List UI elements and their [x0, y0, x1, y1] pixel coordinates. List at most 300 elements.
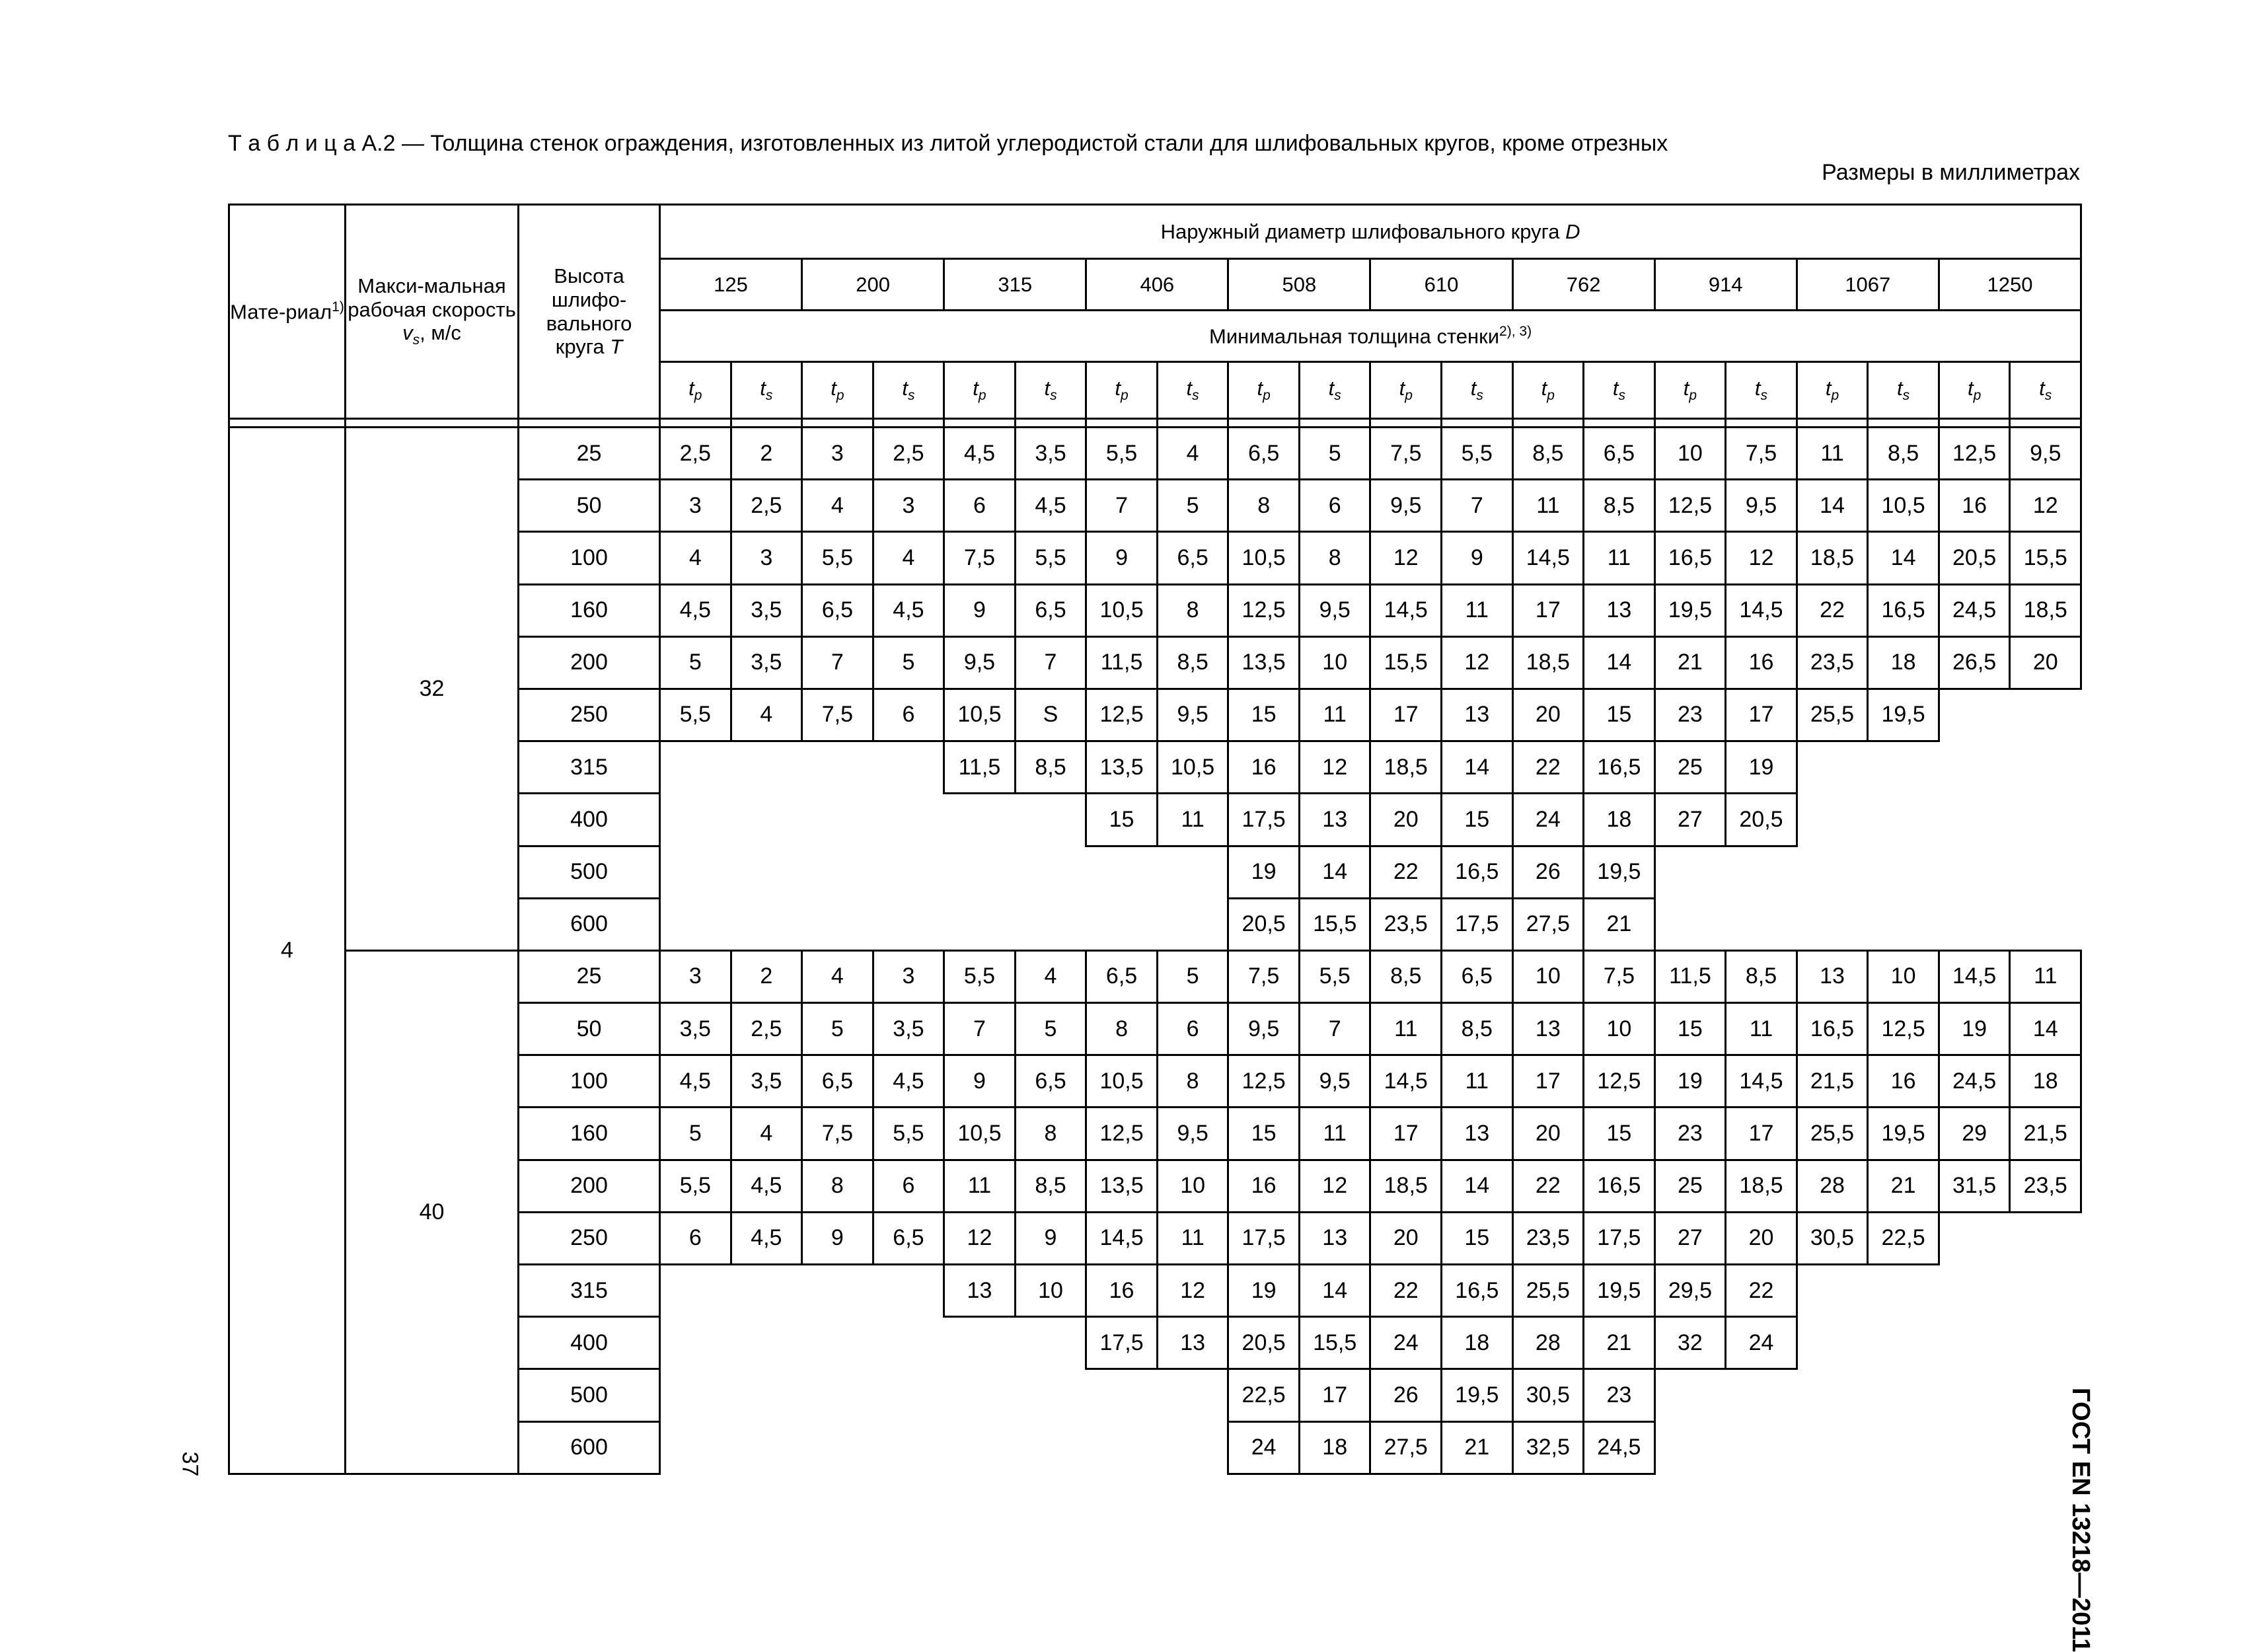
- value-cell: 12,5: [1868, 1003, 1939, 1055]
- value-cell: 8: [1157, 1055, 1228, 1108]
- value-cell: 12,5: [1228, 1055, 1300, 1108]
- value-cell: 17: [1299, 1369, 1370, 1421]
- empty-cell: [1797, 1317, 2081, 1369]
- value-cell: 4: [1015, 950, 1086, 1002]
- diameter-header: 406: [1086, 259, 1228, 311]
- empty-cell: [1654, 1369, 2081, 1421]
- tp-header: $t_p$: [1228, 362, 1300, 419]
- value-cell: 28: [1512, 1317, 1584, 1369]
- value-cell: 3: [802, 428, 873, 480]
- value-cell: 3,5: [731, 1055, 802, 1108]
- value-cell: 22: [1797, 584, 1868, 636]
- value-cell: 8,5: [1442, 1003, 1513, 1055]
- value-cell: 6,5: [1157, 532, 1228, 584]
- empty-cell: [1654, 898, 2081, 950]
- header-material: Мате-риал$^{1)}$: [229, 205, 346, 419]
- value-cell: 27,5: [1370, 1421, 1442, 1474]
- value-cell: 19: [1228, 846, 1300, 898]
- value-cell: 15: [1584, 689, 1655, 741]
- value-cell: 8: [1157, 584, 1228, 636]
- height-cell: 200: [519, 1160, 660, 1212]
- value-cell: 9,5: [1157, 689, 1228, 741]
- diameter-header: 125: [660, 259, 802, 311]
- gap-cell: [1654, 419, 1726, 428]
- value-cell: 18,5: [1370, 1160, 1442, 1212]
- value-cell: 8: [802, 1160, 873, 1212]
- value-cell: 6,5: [1228, 428, 1300, 480]
- value-cell: 8: [1086, 1003, 1158, 1055]
- value-cell: 14,5: [1726, 1055, 1797, 1108]
- value-cell: 20: [1512, 1108, 1584, 1160]
- value-cell: 4: [731, 689, 802, 741]
- diameter-header: 1250: [1939, 259, 2081, 311]
- header-speed: Макси-мальная рабочая скорость $v_s$, м/с: [346, 205, 519, 419]
- value-cell: 9,5: [1228, 1003, 1300, 1055]
- value-cell: 14: [1299, 1265, 1370, 1317]
- value-cell: 10: [1299, 636, 1370, 689]
- value-cell: 16: [1726, 636, 1797, 689]
- value-cell: 9: [1086, 532, 1158, 584]
- value-cell: 13: [1442, 1108, 1513, 1160]
- empty-cell: [660, 1265, 944, 1317]
- value-cell: 22: [1512, 1160, 1584, 1212]
- value-cell: 16,5: [1584, 1160, 1655, 1212]
- empty-cell: [1939, 1212, 2081, 1264]
- value-cell: 11: [944, 1160, 1016, 1212]
- value-cell: 18: [1299, 1421, 1370, 1474]
- ts-header: $t_s$: [731, 362, 802, 419]
- value-cell: 12,5: [1939, 428, 2010, 480]
- value-cell: 3,5: [873, 1003, 944, 1055]
- value-cell: 11: [1726, 1003, 1797, 1055]
- value-cell: 25,5: [1797, 1108, 1868, 1160]
- value-cell: 15: [1086, 794, 1158, 846]
- value-cell: 24: [1228, 1421, 1300, 1474]
- value-cell: 11: [1584, 532, 1655, 584]
- value-cell: 28: [1797, 1160, 1868, 1212]
- speed-cell: 32: [346, 428, 519, 951]
- value-cell: 14: [1584, 636, 1655, 689]
- value-cell: 5: [660, 636, 731, 689]
- value-cell: 16,5: [1654, 532, 1726, 584]
- value-cell: 17,5: [1584, 1212, 1655, 1264]
- value-cell: 19,5: [1868, 1108, 1939, 1160]
- ts-header: $t_s$: [1584, 362, 1655, 419]
- value-cell: 8: [1299, 532, 1370, 584]
- value-cell: 21: [1868, 1160, 1939, 1212]
- header-min-thickness: Минимальная толщина стенки$^{2), 3)}$: [660, 311, 2081, 362]
- value-cell: 11: [1442, 1055, 1513, 1108]
- value-cell: 17,5: [1228, 1212, 1300, 1264]
- value-cell: 23: [1584, 1369, 1655, 1421]
- value-cell: 22: [1370, 1265, 1442, 1317]
- height-cell: 160: [519, 584, 660, 636]
- empty-cell: [660, 1421, 1228, 1474]
- value-cell: 5,5: [873, 1108, 944, 1160]
- value-cell: 11: [1512, 480, 1584, 532]
- value-cell: 16: [1228, 741, 1300, 794]
- gap-cell: [1228, 419, 1300, 428]
- value-cell: 7,5: [1584, 950, 1655, 1002]
- value-cell: 4,5: [873, 584, 944, 636]
- diameter-header: 914: [1654, 259, 1797, 311]
- gap-cell: [519, 419, 660, 428]
- page-number: 37: [177, 1451, 203, 1477]
- value-cell: 8,5: [1868, 428, 1939, 480]
- value-cell: 8,5: [1157, 636, 1228, 689]
- value-cell: 17,5: [1086, 1317, 1158, 1369]
- height-cell: 600: [519, 898, 660, 950]
- ts-header: $t_s$: [1868, 362, 1939, 419]
- tp-header: $t_p$: [1654, 362, 1726, 419]
- value-cell: 3,5: [731, 584, 802, 636]
- value-cell: 19,5: [1584, 846, 1655, 898]
- value-cell: 5,5: [660, 1160, 731, 1212]
- ts-header: $t_s$: [1726, 362, 1797, 419]
- diameter-header: 1067: [1797, 259, 1939, 311]
- value-cell: 14,5: [1370, 1055, 1442, 1108]
- gap-cell: [873, 419, 944, 428]
- value-cell: 5: [873, 636, 944, 689]
- value-cell: 2,5: [731, 1003, 802, 1055]
- value-cell: 12: [1157, 1265, 1228, 1317]
- value-cell: 11,5: [944, 741, 1016, 794]
- diameter-header: 200: [802, 259, 944, 311]
- value-cell: 17: [1370, 1108, 1442, 1160]
- value-cell: 4: [873, 532, 944, 584]
- value-cell: 21,5: [1797, 1055, 1868, 1108]
- height-cell: 25: [519, 428, 660, 480]
- value-cell: 21: [1654, 636, 1726, 689]
- value-cell: 12,5: [1584, 1055, 1655, 1108]
- value-cell: 9: [802, 1212, 873, 1264]
- value-cell: 11: [2010, 950, 2081, 1002]
- value-cell: 25,5: [1512, 1265, 1584, 1317]
- value-cell: 4,5: [660, 1055, 731, 1108]
- value-cell: 16: [1086, 1265, 1158, 1317]
- value-cell: 32,5: [1512, 1421, 1584, 1474]
- value-cell: 16,5: [1442, 846, 1513, 898]
- ts-header: $t_s$: [2010, 362, 2081, 419]
- value-cell: 22: [1512, 741, 1584, 794]
- value-cell: 15: [1442, 794, 1513, 846]
- value-cell: 8,5: [1370, 950, 1442, 1002]
- height-cell: 600: [519, 1421, 660, 1474]
- ts-header: $t_s$: [1299, 362, 1370, 419]
- value-cell: 5,5: [1086, 428, 1158, 480]
- value-cell: 30,5: [1512, 1369, 1584, 1421]
- value-cell: 8,5: [1726, 950, 1797, 1002]
- diameter-header: 508: [1228, 259, 1370, 311]
- value-cell: 6,5: [1015, 584, 1086, 636]
- value-cell: 19: [1654, 1055, 1726, 1108]
- value-cell: 5: [1015, 1003, 1086, 1055]
- value-cell: 14: [1442, 741, 1513, 794]
- tp-header: $t_p$: [1939, 362, 2010, 419]
- value-cell: 10,5: [944, 1108, 1016, 1160]
- value-cell: 19: [1939, 1003, 2010, 1055]
- value-cell: 4: [802, 950, 873, 1002]
- value-cell: 9,5: [1726, 480, 1797, 532]
- value-cell: 2: [731, 950, 802, 1002]
- value-cell: 12: [944, 1212, 1016, 1264]
- gap-cell: [1442, 419, 1513, 428]
- value-cell: 5: [1299, 428, 1370, 480]
- tp-header: $t_p$: [660, 362, 731, 419]
- value-cell: 10: [1512, 950, 1584, 1002]
- value-cell: 21: [1584, 898, 1655, 950]
- diameter-header: 610: [1370, 259, 1512, 311]
- value-cell: 2: [731, 428, 802, 480]
- value-cell: 4,5: [731, 1212, 802, 1264]
- height-cell: 25: [519, 950, 660, 1002]
- table-row: [229, 428, 2081, 480]
- value-cell: 29,5: [1654, 1265, 1726, 1317]
- value-cell: 15: [1228, 1108, 1300, 1160]
- value-cell: 15: [1442, 1212, 1513, 1264]
- value-cell: 9,5: [1370, 480, 1442, 532]
- tp-header: $t_p$: [1512, 362, 1584, 419]
- value-cell: 3,5: [731, 636, 802, 689]
- value-cell: 14,5: [1939, 950, 2010, 1002]
- value-cell: 13: [1512, 1003, 1584, 1055]
- value-cell: 18: [1442, 1317, 1513, 1369]
- value-cell: 3,5: [660, 1003, 731, 1055]
- value-cell: 14: [2010, 1003, 2081, 1055]
- value-cell: 8: [1228, 480, 1300, 532]
- value-cell: 23: [1654, 1108, 1726, 1160]
- height-cell: 315: [519, 1265, 660, 1317]
- empty-cell: [660, 741, 944, 794]
- value-cell: 27,5: [1512, 898, 1584, 950]
- ts-header: $t_s$: [1015, 362, 1086, 419]
- value-cell: 7,5: [1726, 428, 1797, 480]
- thickness-table: [228, 204, 2082, 1475]
- value-cell: 6,5: [802, 1055, 873, 1108]
- value-cell: 20: [2010, 636, 2081, 689]
- value-cell: 6: [944, 480, 1016, 532]
- value-cell: 31,5: [1939, 1160, 2010, 1212]
- gap-cell: [1868, 419, 1939, 428]
- value-cell: 12,5: [1654, 480, 1726, 532]
- value-cell: 8,5: [1015, 1160, 1086, 1212]
- value-cell: 12: [1726, 532, 1797, 584]
- value-cell: 11: [1797, 428, 1868, 480]
- value-cell: 19: [1228, 1265, 1300, 1317]
- value-cell: 9,5: [944, 636, 1016, 689]
- value-cell: 29: [1939, 1108, 2010, 1160]
- value-cell: 21,5: [2010, 1108, 2081, 1160]
- value-cell: 10: [1015, 1265, 1086, 1317]
- empty-cell: [660, 1317, 1086, 1369]
- value-cell: 9,5: [1299, 584, 1370, 636]
- value-cell: 20: [1512, 689, 1584, 741]
- value-cell: 15,5: [1299, 898, 1370, 950]
- value-cell: 5,5: [1015, 532, 1086, 584]
- value-cell: 5: [660, 1108, 731, 1160]
- gap-cell: [1370, 419, 1442, 428]
- table-caption: Т а б л и ц а А.2 — Толщина стенок ограждения, изготовленных из литой углеродистой стали для шлифовальных кругов, кроме отрезных: [228, 131, 1668, 156]
- value-cell: 17: [1370, 689, 1442, 741]
- empty-cell: [1797, 1265, 2081, 1317]
- value-cell: 12: [1299, 741, 1370, 794]
- value-cell: 9,5: [2010, 428, 2081, 480]
- height-cell: 400: [519, 1317, 660, 1369]
- value-cell: 15,5: [1299, 1317, 1370, 1369]
- ts-header: $t_s$: [1442, 362, 1513, 419]
- value-cell: 14: [1868, 532, 1939, 584]
- empty-cell: [660, 794, 1086, 846]
- value-cell: 16,5: [1442, 1265, 1513, 1317]
- value-cell: 18,5: [1726, 1160, 1797, 1212]
- tp-header: $t_p$: [944, 362, 1016, 419]
- value-cell: 17: [1726, 1108, 1797, 1160]
- header-diameter: Наружный диаметр шлифовального круга D: [660, 205, 2081, 259]
- empty-cell: [1939, 689, 2081, 741]
- value-cell: 11: [1299, 1108, 1370, 1160]
- height-cell: 200: [519, 636, 660, 689]
- height-cell: 50: [519, 1003, 660, 1055]
- value-cell: 12: [1299, 1160, 1370, 1212]
- value-cell: 9: [944, 584, 1016, 636]
- value-cell: 9: [1442, 532, 1513, 584]
- value-cell: 15: [1228, 689, 1300, 741]
- value-cell: 8,5: [1584, 480, 1655, 532]
- gap-cell: [731, 419, 802, 428]
- value-cell: 13,5: [1086, 1160, 1158, 1212]
- value-cell: 7: [1442, 480, 1513, 532]
- value-cell: 10,5: [1157, 741, 1228, 794]
- value-cell: 18: [2010, 1055, 2081, 1108]
- value-cell: 13: [944, 1265, 1016, 1317]
- value-cell: 8,5: [1512, 428, 1584, 480]
- value-cell: 5: [1157, 950, 1228, 1002]
- value-cell: 19,5: [1584, 1265, 1655, 1317]
- diameter-header: 315: [944, 259, 1086, 311]
- value-cell: 26: [1370, 1369, 1442, 1421]
- value-cell: 22: [1370, 846, 1442, 898]
- value-cell: 17: [1726, 689, 1797, 741]
- value-cell: 10,5: [1086, 1055, 1158, 1108]
- diameter-header: 762: [1512, 259, 1654, 311]
- value-cell: 3: [873, 950, 944, 1002]
- value-cell: 6: [1157, 1003, 1228, 1055]
- value-cell: 20: [1370, 1212, 1442, 1264]
- value-cell: 17,5: [1442, 898, 1513, 950]
- value-cell: 12: [2010, 480, 2081, 532]
- gap-cell: [1015, 419, 1086, 428]
- value-cell: 19,5: [1442, 1369, 1513, 1421]
- table-row: [229, 950, 2081, 1002]
- value-cell: 14: [1299, 846, 1370, 898]
- value-cell: 17: [1512, 584, 1584, 636]
- value-cell: 20: [1370, 794, 1442, 846]
- value-cell: 6,5: [1584, 428, 1655, 480]
- value-cell: 6,5: [1086, 950, 1158, 1002]
- value-cell: 6,5: [802, 584, 873, 636]
- value-cell: 23,5: [1512, 1212, 1584, 1264]
- value-cell: 10: [1868, 950, 1939, 1002]
- value-cell: 4,5: [1015, 480, 1086, 532]
- value-cell: 7,5: [802, 1108, 873, 1160]
- value-cell: 3: [731, 532, 802, 584]
- value-cell: 13,5: [1086, 741, 1158, 794]
- value-cell: 6,5: [1015, 1055, 1086, 1108]
- height-cell: 50: [519, 480, 660, 532]
- value-cell: 20: [1726, 1212, 1797, 1264]
- value-cell: 19,5: [1868, 689, 1939, 741]
- value-cell: 30,5: [1797, 1212, 1868, 1264]
- value-cell: 23,5: [2010, 1160, 2081, 1212]
- value-cell: 24,5: [1939, 1055, 2010, 1108]
- value-cell: 5,5: [802, 532, 873, 584]
- tp-header: $t_p$: [1370, 362, 1442, 419]
- value-cell: 18,5: [1797, 532, 1868, 584]
- value-cell: 15: [1654, 1003, 1726, 1055]
- value-cell: 19,5: [1654, 584, 1726, 636]
- value-cell: 23: [1654, 689, 1726, 741]
- value-cell: 7,5: [944, 532, 1016, 584]
- value-cell: 13: [1157, 1317, 1228, 1369]
- gap-cell: [660, 419, 731, 428]
- value-cell: 16: [1228, 1160, 1300, 1212]
- value-cell: 10: [1654, 428, 1726, 480]
- value-cell: 17,5: [1228, 794, 1300, 846]
- value-cell: 24: [1512, 794, 1584, 846]
- value-cell: 9,5: [1157, 1108, 1228, 1160]
- value-cell: 12,5: [1086, 1108, 1158, 1160]
- gap-cell: [1086, 419, 1158, 428]
- value-cell: 25: [1654, 741, 1726, 794]
- empty-cell: [660, 898, 1228, 950]
- value-cell: 15,5: [1370, 636, 1442, 689]
- tp-header: $t_p$: [1797, 362, 1868, 419]
- value-cell: 22: [1726, 1265, 1797, 1317]
- value-cell: 11: [1157, 1212, 1228, 1264]
- value-cell: 4: [1157, 428, 1228, 480]
- value-cell: 7: [1015, 636, 1086, 689]
- value-cell: 7,5: [802, 689, 873, 741]
- speed-cell: 40: [346, 950, 519, 1474]
- value-cell: 14,5: [1726, 584, 1797, 636]
- value-cell: 20,5: [1939, 532, 2010, 584]
- value-cell: 12,5: [1086, 689, 1158, 741]
- value-cell: 13: [1584, 584, 1655, 636]
- value-cell: 7: [1299, 1003, 1370, 1055]
- empty-cell: [660, 846, 1228, 898]
- value-cell: 13: [1299, 794, 1370, 846]
- value-cell: 4,5: [873, 1055, 944, 1108]
- document-id: ГОСТ EN 13218—2011: [2067, 1388, 2095, 1652]
- value-cell: 16: [1939, 480, 2010, 532]
- value-cell: 18: [1584, 794, 1655, 846]
- value-cell: 14: [1797, 480, 1868, 532]
- value-cell: 24,5: [1584, 1421, 1655, 1474]
- value-cell: 21: [1442, 1421, 1513, 1474]
- value-cell: 6: [873, 689, 944, 741]
- value-cell: 7: [1086, 480, 1158, 532]
- value-cell: 18: [1868, 636, 1939, 689]
- gap-cell: [2010, 419, 2081, 428]
- value-cell: 10: [1584, 1003, 1655, 1055]
- value-cell: 12: [1370, 532, 1442, 584]
- empty-cell: [1797, 741, 2081, 794]
- value-cell: 23,5: [1370, 898, 1442, 950]
- header-height: Высота шлифо-вального круга T: [519, 205, 660, 419]
- value-cell: 10,5: [1868, 480, 1939, 532]
- ts-header: $t_s$: [873, 362, 944, 419]
- value-cell: 4: [731, 1108, 802, 1160]
